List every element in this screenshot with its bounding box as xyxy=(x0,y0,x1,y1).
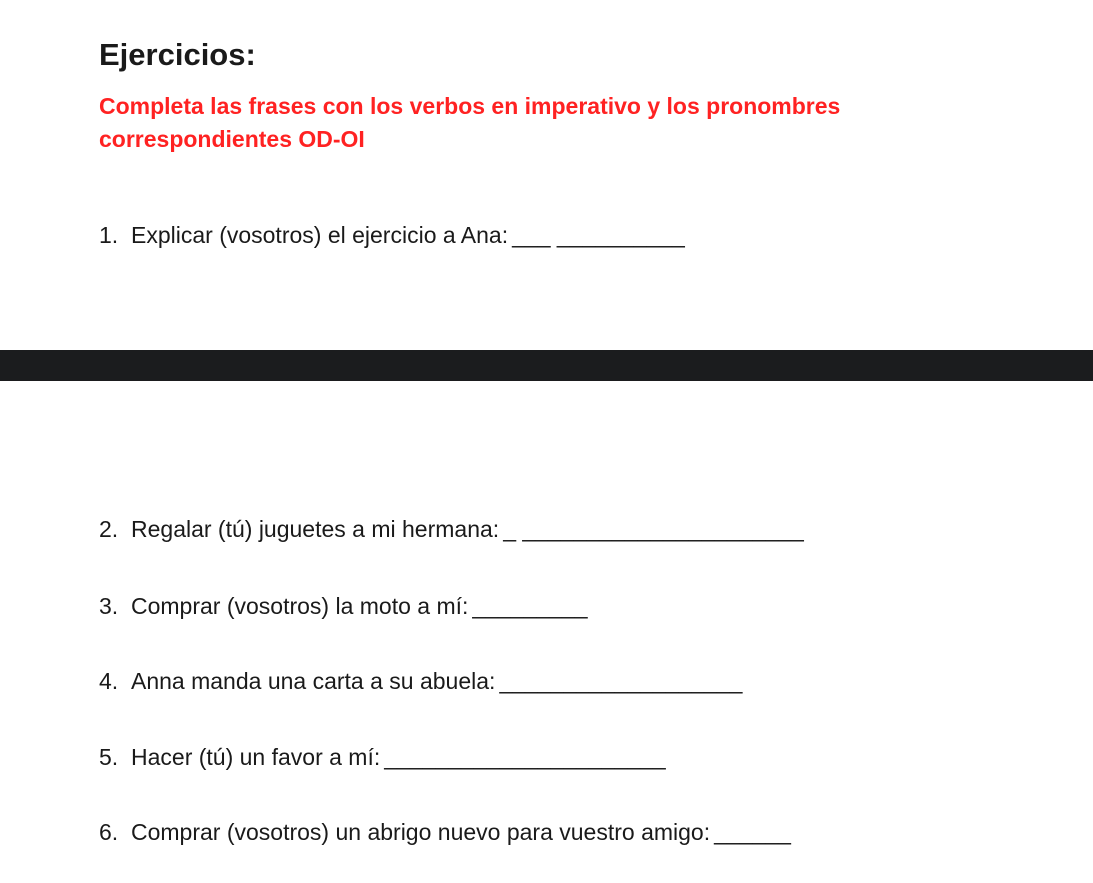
exercise-item-1 xyxy=(99,220,685,250)
exercise-number: 2. xyxy=(99,516,119,542)
answer-blank: ______ xyxy=(714,819,791,845)
answer-blank: ______________________ xyxy=(384,744,666,770)
answer-blank: ___ __________ xyxy=(512,222,685,248)
exercise-item-2 xyxy=(99,514,804,544)
exercise-item-6 xyxy=(99,817,791,847)
exercise-prompt: Explicar (vosotros) el ejercicio a Ana: xyxy=(131,222,509,248)
dark-divider-band xyxy=(0,350,1093,381)
exercise-number: 6. xyxy=(99,819,119,845)
exercise-number: 3. xyxy=(99,593,119,619)
exercise-number: 4. xyxy=(99,668,119,694)
page-title: Ejercicios: xyxy=(99,37,256,72)
exercise-number: 5. xyxy=(99,744,119,770)
exercise-item-4 xyxy=(99,666,742,696)
exercise-prompt: Regalar (tú) juguetes a mi hermana: xyxy=(131,516,500,542)
exercise-prompt: Hacer (tú) un favor a mí: xyxy=(131,744,381,770)
answer-blank: _________ xyxy=(472,593,588,619)
exercise-prompt: Comprar (vosotros) un abrigo nuevo para vuestro amigo: xyxy=(131,819,711,845)
answer-blank: ___________________ xyxy=(499,668,743,694)
exercise-item-5 xyxy=(99,742,666,772)
exercise-prompt: Anna manda una carta a su abuela: xyxy=(131,668,496,694)
answer-blank: _ ______________________ xyxy=(503,516,804,542)
exercise-prompt: Comprar (vosotros) la moto a mí: xyxy=(131,593,469,619)
exercise-item-3 xyxy=(99,591,588,621)
exercise-number: 1. xyxy=(99,222,119,248)
instructions-text: Completa las frases con los verbos en imperativo y los pronombres correspondientes OD-OI xyxy=(99,93,841,152)
